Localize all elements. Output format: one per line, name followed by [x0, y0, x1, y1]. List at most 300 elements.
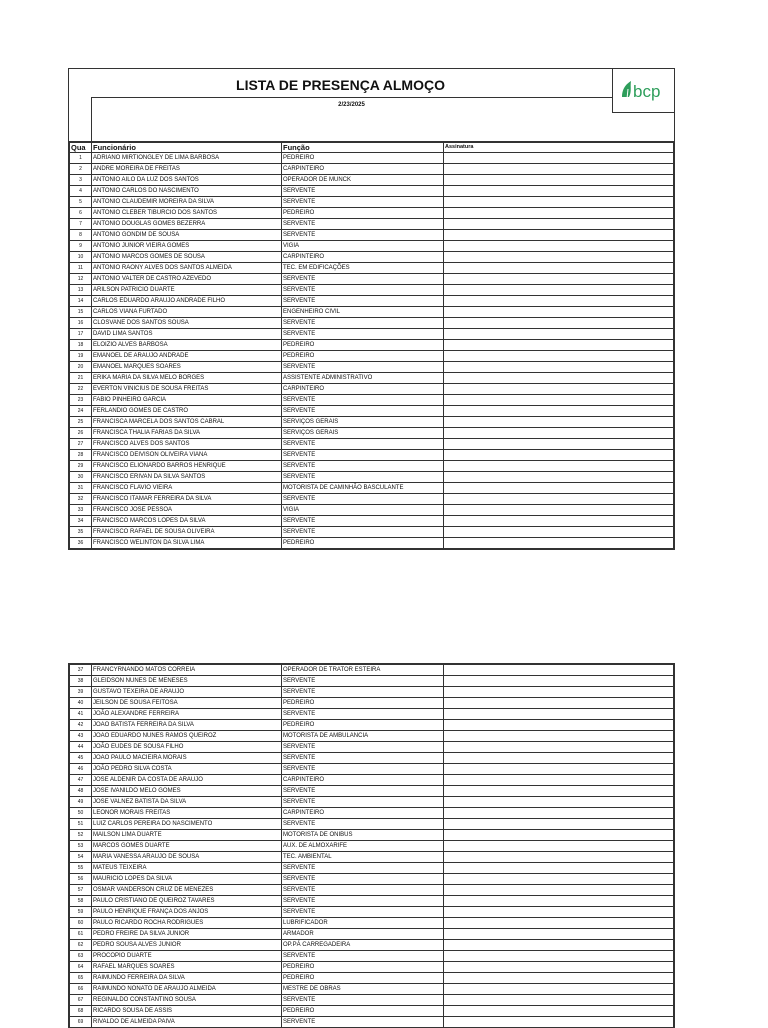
- signature-cell[interactable]: [444, 461, 674, 472]
- employee-name: JOÃO ALEXANDRE FERREIRA: [92, 709, 282, 720]
- signature-cell[interactable]: [444, 483, 674, 494]
- employee-role: SERVENTE: [282, 863, 444, 874]
- employee-name: JOÃO PEDRO SILVA COSTA: [92, 764, 282, 775]
- table-header-row: [70, 143, 674, 153]
- table-row: [70, 995, 674, 1006]
- employee-name: FRANCISCO FLAVIO VIEIRA: [92, 483, 282, 494]
- row-number: 53: [70, 841, 92, 852]
- column-header-number: Qua: [70, 143, 92, 153]
- employee-role: VIGIA: [282, 241, 444, 252]
- employee-role: SERVENTE: [282, 995, 444, 1006]
- signature-cell[interactable]: [444, 175, 674, 186]
- table-row: [70, 384, 674, 395]
- row-number: 37: [70, 665, 92, 676]
- signature-cell[interactable]: [444, 373, 674, 384]
- table-row: [70, 494, 674, 505]
- employee-role: PEDREIRO: [282, 208, 444, 219]
- signature-cell[interactable]: [444, 505, 674, 516]
- signature-cell[interactable]: [444, 753, 674, 764]
- table-row: [70, 918, 674, 929]
- signature-cell[interactable]: [444, 841, 674, 852]
- signature-cell[interactable]: [444, 885, 674, 896]
- employee-name: FERLANDIO GOMES DE CASTRO: [92, 406, 282, 417]
- row-number: 9: [70, 241, 92, 252]
- employee-role: CARPINTEIRO: [282, 384, 444, 395]
- signature-cell[interactable]: [444, 863, 674, 874]
- table-row: [70, 252, 674, 263]
- table-row: [70, 428, 674, 439]
- table-row: [70, 186, 674, 197]
- row-number: 38: [70, 676, 92, 687]
- table-row: [70, 896, 674, 907]
- employee-name: GLEIDSON NUNES DE MENESES: [92, 676, 282, 687]
- signature-cell[interactable]: [444, 263, 674, 274]
- column-header-signature: Assinatura: [444, 143, 674, 153]
- row-number: 3: [70, 175, 92, 186]
- employee-role: SERVENTE: [282, 951, 444, 962]
- employee-role: ENGENHEIRO CIVIL: [282, 307, 444, 318]
- table-row: [70, 940, 674, 951]
- table-row: [70, 720, 674, 731]
- signature-cell[interactable]: [444, 797, 674, 808]
- employee-role: SERVENTE: [282, 527, 444, 538]
- employee-role: AUX. DE ALMOXARIFE: [282, 841, 444, 852]
- row-number: 13: [70, 285, 92, 296]
- signature-cell[interactable]: [444, 929, 674, 940]
- employee-name: PEDRO FREIRE DA SILVA JUNIOR: [92, 929, 282, 940]
- employee-role: SERVENTE: [282, 1017, 444, 1028]
- table-row: [70, 731, 674, 742]
- signature-cell[interactable]: [444, 918, 674, 929]
- signature-cell[interactable]: [444, 186, 674, 197]
- employee-name: RAFAEL MARQUES SOARES: [92, 962, 282, 973]
- employee-name: MAURICIO LOPES DA SILVA: [92, 874, 282, 885]
- signature-cell[interactable]: [444, 241, 674, 252]
- row-number: 10: [70, 252, 92, 263]
- table-row: [70, 819, 674, 830]
- row-number: 66: [70, 984, 92, 995]
- signature-cell[interactable]: [444, 1017, 674, 1028]
- employee-role: SERVENTE: [282, 395, 444, 406]
- employee-role: TEC. EM EDIFICAÇÕES: [282, 263, 444, 274]
- employee-name: FRANCISCO ITAMAR FERREIRA DA SILVA: [92, 494, 282, 505]
- table-row: [70, 786, 674, 797]
- table-row: [70, 687, 674, 698]
- employee-name: ANTONIO MARCOS GOMES DE SOUSA: [92, 252, 282, 263]
- employee-role: SERVENTE: [282, 687, 444, 698]
- employee-name: ANTONIO CARLOS DO NASCIMENTO: [92, 186, 282, 197]
- employee-name: JOSE IVANILDO MELO GOMES: [92, 786, 282, 797]
- employee-name: ANTONIO DOUGLAS GOMES BEZERRA: [92, 219, 282, 230]
- employee-name: FRANCISCO JOSE PESSOA: [92, 505, 282, 516]
- employee-role: SERVENTE: [282, 753, 444, 764]
- sheet-date: 2/23/2025: [91, 97, 612, 112]
- table-row: [70, 164, 674, 175]
- row-number: 51: [70, 819, 92, 830]
- signature-cell[interactable]: [444, 450, 674, 461]
- employee-role: VIGIA: [282, 505, 444, 516]
- signature-cell[interactable]: [444, 995, 674, 1006]
- signature-cell[interactable]: [444, 439, 674, 450]
- table-row: [70, 874, 674, 885]
- signature-cell[interactable]: [444, 219, 674, 230]
- employee-role: CARPINTEIRO: [282, 164, 444, 175]
- signature-cell[interactable]: [444, 698, 674, 709]
- employee-role: PEDREIRO: [282, 973, 444, 984]
- row-number: 34: [70, 516, 92, 527]
- employee-role: SERVENTE: [282, 742, 444, 753]
- row-number: 61: [70, 929, 92, 940]
- employee-role: SERVENTE: [282, 230, 444, 241]
- row-number: 6: [70, 208, 92, 219]
- employee-role: SERVENTE: [282, 274, 444, 285]
- signature-cell[interactable]: [444, 285, 674, 296]
- employee-name: PAULO HENRIQUE FRANÇA DOS ANJOS: [92, 907, 282, 918]
- table-row: [70, 439, 674, 450]
- table-row: [70, 450, 674, 461]
- employee-role: PEDREIRO: [282, 962, 444, 973]
- employee-name: PAULO CRISTIANO DE QUEIROZ TAVARES: [92, 896, 282, 907]
- row-number: 46: [70, 764, 92, 775]
- row-number: 12: [70, 274, 92, 285]
- row-number: 67: [70, 995, 92, 1006]
- employee-role: SERVENTE: [282, 885, 444, 896]
- employee-name: FRANCISCO ALVES DOS SANTOS: [92, 439, 282, 450]
- employee-role: SERVENTE: [282, 709, 444, 720]
- employee-name: FABIO PINHEIRO GARCIA: [92, 395, 282, 406]
- row-number: 20: [70, 362, 92, 373]
- table-row: [70, 230, 674, 241]
- employee-role: ASSISTENTE ADMINISTRATIVO: [282, 373, 444, 384]
- employee-name: ADRIANO MIRTIONGLEY DE LIMA BARBOSA: [92, 153, 282, 164]
- signature-cell[interactable]: [444, 527, 674, 538]
- employee-name: ANDRE MOREIRA DE FREITAS: [92, 164, 282, 175]
- row-number: 32: [70, 494, 92, 505]
- signature-cell[interactable]: [444, 830, 674, 841]
- table-row: [70, 307, 674, 318]
- employee-role: SERVENTE: [282, 461, 444, 472]
- row-number: 57: [70, 885, 92, 896]
- employee-role: SERVENTE: [282, 472, 444, 483]
- bcp-logo: [612, 69, 674, 113]
- row-number: 1: [70, 153, 92, 164]
- signature-cell[interactable]: [444, 852, 674, 863]
- row-number: 16: [70, 318, 92, 329]
- employee-name: ANTONIO GONDIM DE SOUSA: [92, 230, 282, 241]
- table-row: [70, 274, 674, 285]
- row-number: 40: [70, 698, 92, 709]
- table-row: [70, 406, 674, 417]
- row-number: 31: [70, 483, 92, 494]
- employee-role: PEDREIRO: [282, 538, 444, 549]
- employee-name: RICARDO SOUSA DE ASSIS: [92, 1006, 282, 1017]
- signature-cell[interactable]: [444, 984, 674, 995]
- employee-role: SERVENTE: [282, 439, 444, 450]
- table-row: [70, 505, 674, 516]
- employee-name: RAIMUNDO NONATO DE ARAUJO ALMEIDA: [92, 984, 282, 995]
- signature-cell[interactable]: [444, 494, 674, 505]
- employee-role: CARPINTEIRO: [282, 252, 444, 263]
- signature-cell[interactable]: [444, 874, 674, 885]
- signature-cell[interactable]: [444, 896, 674, 907]
- employee-name: JOAO PAULO MACIEIRA MORAIS: [92, 753, 282, 764]
- row-number: 59: [70, 907, 92, 918]
- employee-name: EMANOEL MARQUES SOARES: [92, 362, 282, 373]
- employee-name: LUIZ CARLOS PEREIRA DO NASCIMENTO: [92, 819, 282, 830]
- employee-role: PEDREIRO: [282, 153, 444, 164]
- row-number: 55: [70, 863, 92, 874]
- employee-name: MATEUS TEIXEIRA: [92, 863, 282, 874]
- row-number: 63: [70, 951, 92, 962]
- table-row: [70, 362, 674, 373]
- table-body-1: [70, 153, 674, 549]
- signature-cell[interactable]: [444, 819, 674, 830]
- signature-cell[interactable]: [444, 164, 674, 175]
- table-row: [70, 197, 674, 208]
- table-row: [70, 318, 674, 329]
- table-row: [70, 175, 674, 186]
- signature-cell[interactable]: [444, 775, 674, 786]
- row-number: 68: [70, 1006, 92, 1017]
- table-row: [70, 1006, 674, 1017]
- row-number: 44: [70, 742, 92, 753]
- row-number: 65: [70, 973, 92, 984]
- employee-name: FRANCYRNANDO MATOS CORREIA: [92, 665, 282, 676]
- signature-cell[interactable]: [444, 786, 674, 797]
- employee-name: ANTONIO AILO DA LUZ DOS SANTOS: [92, 175, 282, 186]
- signature-cell[interactable]: [444, 720, 674, 731]
- employee-name: JOÃO EUDES DE SOUSA FILHO: [92, 742, 282, 753]
- table-row: [70, 742, 674, 753]
- signature-cell[interactable]: [444, 340, 674, 351]
- employee-name: MAILSON LIMA DUARTE: [92, 830, 282, 841]
- signature-cell[interactable]: [444, 384, 674, 395]
- signature-cell[interactable]: [444, 351, 674, 362]
- employee-role: SERVENTE: [282, 329, 444, 340]
- employee-name: LEONOR MORAIS FREITAS: [92, 808, 282, 819]
- employee-role: SERVENTE: [282, 874, 444, 885]
- employee-name: RAIMUNDO FERREIRA DA SILVA: [92, 973, 282, 984]
- employee-role: OP.PÁ CARREGADEIRA: [282, 940, 444, 951]
- signature-cell[interactable]: [444, 197, 674, 208]
- row-number: 14: [70, 296, 92, 307]
- table-row: [70, 863, 674, 874]
- signature-cell[interactable]: [444, 252, 674, 263]
- signature-cell[interactable]: [444, 395, 674, 406]
- signature-cell[interactable]: [444, 951, 674, 962]
- employee-name: DAVID LIMA SANTOS: [92, 329, 282, 340]
- row-number: 27: [70, 439, 92, 450]
- table-row: [70, 808, 674, 819]
- employee-role: CARPINTEIRO: [282, 775, 444, 786]
- row-number: 5: [70, 197, 92, 208]
- employee-name: EMANOEL DE ARAUJO ANDRADE: [92, 351, 282, 362]
- employee-role: SERVENTE: [282, 219, 444, 230]
- employee-name: PAULO RICARDO ROCHA RODRIGUES: [92, 918, 282, 929]
- employee-name: JEILSON DE SOUSA FEITOSA: [92, 698, 282, 709]
- signature-cell[interactable]: [444, 1006, 674, 1017]
- table-row: [70, 538, 674, 549]
- row-number: 64: [70, 962, 92, 973]
- employee-name: JOAO EDUARDO NUNES RAMOS QUEIROZ: [92, 731, 282, 742]
- table-row: [70, 351, 674, 362]
- row-number: 25: [70, 417, 92, 428]
- employee-role: LUBRIFICADOR: [282, 918, 444, 929]
- table-row: [70, 483, 674, 494]
- row-number: 35: [70, 527, 92, 538]
- employee-role: SERVENTE: [282, 296, 444, 307]
- employee-role: SERVIÇOS GERAIS: [282, 417, 444, 428]
- table-row: [70, 263, 674, 274]
- employee-name: ELOIZIO ALVES BARBOSA: [92, 340, 282, 351]
- signature-cell[interactable]: [444, 406, 674, 417]
- signature-cell[interactable]: [444, 962, 674, 973]
- employee-name: REGINALDO CONSTANTINO SOUSA: [92, 995, 282, 1006]
- employee-role: SERVENTE: [282, 819, 444, 830]
- signature-cell[interactable]: [444, 329, 674, 340]
- row-number: 17: [70, 329, 92, 340]
- signature-cell[interactable]: [444, 208, 674, 219]
- signature-cell[interactable]: [444, 538, 674, 549]
- table-row: [70, 461, 674, 472]
- signature-cell[interactable]: [444, 709, 674, 720]
- row-number: 47: [70, 775, 92, 786]
- employee-role: ARMADOR: [282, 929, 444, 940]
- row-number: 30: [70, 472, 92, 483]
- employee-name: CLOSVANE DOS SANTOS SOUSA: [92, 318, 282, 329]
- employee-name: RIVALDO DE ALMEIDA PAIVA: [92, 1017, 282, 1028]
- signature-cell[interactable]: [444, 230, 674, 241]
- table-row: [70, 775, 674, 786]
- employee-name: FRANCISCA THALIA FARIAS DA SILVA: [92, 428, 282, 439]
- employee-name: ANTONIO RAONY ALVES DOS SANTOS ALMEIDA: [92, 263, 282, 274]
- signature-cell[interactable]: [444, 274, 674, 285]
- table-row: [70, 907, 674, 918]
- employee-name: ANTONIO VALTER DE CASTRO AZEVEDO: [92, 274, 282, 285]
- signature-cell[interactable]: [444, 417, 674, 428]
- employee-role: SERVENTE: [282, 406, 444, 417]
- table-row: [70, 329, 674, 340]
- employee-name: OSMAR VANDERSON CRUZ DE MENEZES: [92, 885, 282, 896]
- table-row: [70, 665, 674, 676]
- row-number: 4: [70, 186, 92, 197]
- signature-cell[interactable]: [444, 665, 674, 676]
- table-row: [70, 962, 674, 973]
- row-number: 8: [70, 230, 92, 241]
- table-row: [70, 219, 674, 230]
- row-number: 18: [70, 340, 92, 351]
- signature-cell[interactable]: [444, 676, 674, 687]
- signature-cell[interactable]: [444, 428, 674, 439]
- employee-name: MARCOS GOMES DUARTE: [92, 841, 282, 852]
- row-number: 23: [70, 395, 92, 406]
- table-row: [70, 241, 674, 252]
- table-row: [70, 753, 674, 764]
- signature-cell[interactable]: [444, 687, 674, 698]
- employee-name: CARLOS VIANA FURTADO: [92, 307, 282, 318]
- employee-role: TEC. AMBIENTAL: [282, 852, 444, 863]
- signature-cell[interactable]: [444, 764, 674, 775]
- row-number: 33: [70, 505, 92, 516]
- row-number: 60: [70, 918, 92, 929]
- employee-role: MOTORISTA DE AMBULANCIA: [282, 731, 444, 742]
- employee-role: CARPINTEIRO: [282, 808, 444, 819]
- row-number: 41: [70, 709, 92, 720]
- employee-name: FRANCISCA MARCELA DOS SANTOS CABRAL: [92, 417, 282, 428]
- employee-name: EVERTON VINICIUS DE SOUSA FREITAS: [92, 384, 282, 395]
- table-row: [70, 1017, 674, 1028]
- signature-cell[interactable]: [444, 907, 674, 918]
- table-row: [70, 951, 674, 962]
- signature-cell[interactable]: [444, 153, 674, 164]
- signature-cell[interactable]: [444, 296, 674, 307]
- signature-cell[interactable]: [444, 940, 674, 951]
- employee-name: FRANCISCO MARCOS LOPES DA SILVA: [92, 516, 282, 527]
- table-row: [70, 973, 674, 984]
- signature-cell[interactable]: [444, 742, 674, 753]
- table-row: [70, 852, 674, 863]
- employee-role: SERVENTE: [282, 896, 444, 907]
- row-number: 39: [70, 687, 92, 698]
- employee-name: JOSE VALNEZ BATISTA DA SILVA: [92, 797, 282, 808]
- employee-name: GUSTAVO TEXEIRA DE ARAUJO: [92, 687, 282, 698]
- logo-text: bcp: [633, 82, 661, 101]
- signature-cell[interactable]: [444, 307, 674, 318]
- signature-cell[interactable]: [444, 318, 674, 329]
- signature-cell[interactable]: [444, 731, 674, 742]
- employee-name: PROCOPIO DUARTE: [92, 951, 282, 962]
- row-number: 54: [70, 852, 92, 863]
- table-row: [70, 340, 674, 351]
- sheet-title: LISTA DE PRESENÇA ALMOÇO: [236, 77, 445, 93]
- row-number: 50: [70, 808, 92, 819]
- row-number: 43: [70, 731, 92, 742]
- table-body-2: [70, 665, 674, 1028]
- row-number: 15: [70, 307, 92, 318]
- table-row: [70, 395, 674, 406]
- employee-name: FRANCISCO WELINTON DA SILVA LIMA: [92, 538, 282, 549]
- row-number: 11: [70, 263, 92, 274]
- employee-role: OPERADOR DE MUNCK: [282, 175, 444, 186]
- table-row: [70, 417, 674, 428]
- signature-cell[interactable]: [444, 472, 674, 483]
- signature-cell[interactable]: [444, 973, 674, 984]
- employee-role: MOTORISTA DE ONIBUS: [282, 830, 444, 841]
- signature-cell[interactable]: [444, 808, 674, 819]
- row-number: 42: [70, 720, 92, 731]
- attendance-table-1: [69, 142, 674, 549]
- signature-cell[interactable]: [444, 362, 674, 373]
- table-row: [70, 841, 674, 852]
- table-row: [70, 153, 674, 164]
- row-number: 19: [70, 351, 92, 362]
- row-number: 7: [70, 219, 92, 230]
- row-number: 48: [70, 786, 92, 797]
- employee-role: PEDREIRO: [282, 720, 444, 731]
- employee-role: SERVENTE: [282, 786, 444, 797]
- employee-name: PEDRO SOUSA ALVES JUNIOR: [92, 940, 282, 951]
- employee-role: SERVIÇOS GERAIS: [282, 428, 444, 439]
- table-row: [70, 698, 674, 709]
- table-row: [70, 208, 674, 219]
- signature-cell[interactable]: [444, 516, 674, 527]
- employee-role: SERVENTE: [282, 797, 444, 808]
- employee-role: MESTRE DE OBRAS: [282, 984, 444, 995]
- row-number: 28: [70, 450, 92, 461]
- employee-role: SERVENTE: [282, 450, 444, 461]
- row-number: 62: [70, 940, 92, 951]
- employee-name: MARIA VANESSA ARAUJO DE SOUSA: [92, 852, 282, 863]
